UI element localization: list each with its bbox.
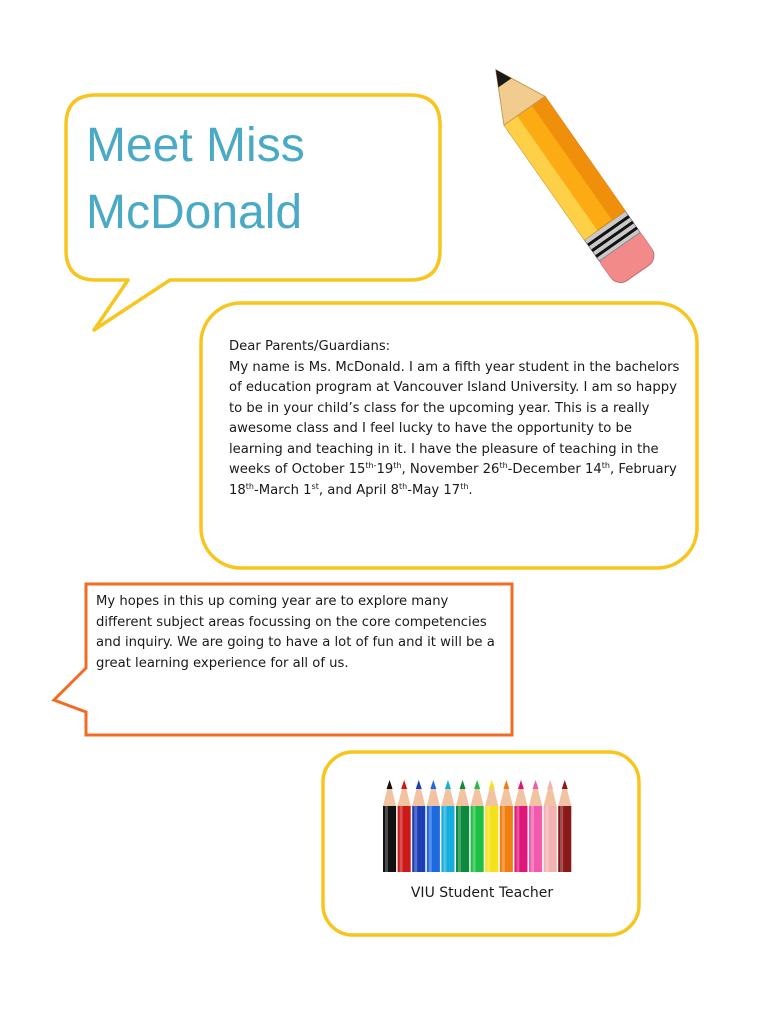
colored-pencil	[398, 780, 411, 872]
colored-pencil	[471, 780, 484, 872]
colored-pencil	[500, 780, 513, 872]
colored-pencil	[558, 780, 571, 872]
page-title	[86, 112, 426, 246]
letter-body-part: , and April 8	[318, 482, 399, 498]
ordinal-suffix: th-	[365, 461, 377, 470]
colored-pencil	[514, 780, 527, 872]
ordinal-suffix: th	[601, 461, 610, 470]
letter-body	[229, 358, 684, 502]
letter-body-part: , November 26	[401, 462, 500, 477]
letter-body-part: -March 1	[254, 482, 312, 498]
title-line-2: McDonald	[86, 186, 303, 239]
ordinal-suffix: th	[460, 481, 469, 491]
letter-body-part: , February 18	[229, 462, 677, 498]
colored-pencil	[485, 780, 498, 872]
hopes-text: My hopes in this up coming year are to explore many different subject areas focussing on the core competencies and inquiry. We are going to have a lot of fun and it will be a great learning experience for all of us.	[96, 594, 495, 671]
letter-body-part: -May 17	[407, 482, 461, 498]
colored-pencil	[544, 780, 557, 872]
letter-body-part: -December 14	[507, 462, 602, 477]
ordinal-suffix: th	[398, 481, 408, 491]
signature-role: VIU Student Teacher	[410, 885, 554, 901]
colored-pencil	[412, 780, 425, 872]
ordinal-suffix: th	[499, 461, 508, 470]
colored-pencil	[456, 780, 469, 872]
letter-greeting: Dear Parents/Guardians:	[229, 339, 391, 354]
letter-body-part: 19	[376, 462, 394, 477]
ordinal-suffix: st	[311, 481, 319, 491]
letter-body-part: My name is Ms. McDonald. I am a fifth year student in the bachelors of education program at Vancouver Island University. I am so happy to be in your child’s class for the upcoming year. This is a really awesome class and I feel lucky to have the opportunity to be learning and teaching in it. I have the pleasure of teaching in the weeks of October 15	[229, 359, 680, 477]
colored-pencil	[383, 780, 396, 872]
colored-pencil	[427, 780, 440, 872]
ordinal-suffix: th	[245, 481, 254, 491]
letter-body-part: .	[468, 482, 473, 498]
letter-text	[229, 337, 684, 501]
title-line-1: Meet Miss	[86, 119, 305, 172]
ordinal-suffix: th	[393, 461, 402, 470]
colored-pencil	[529, 780, 542, 872]
colored-pencil	[441, 780, 454, 872]
